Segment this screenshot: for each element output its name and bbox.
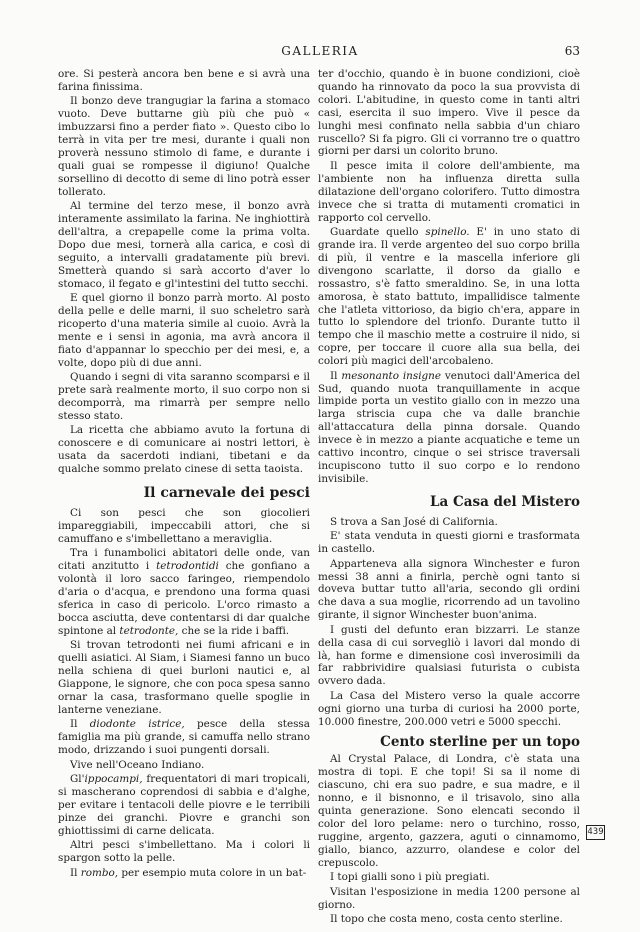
section-heading: La Casa del Mistero <box>430 493 580 510</box>
paragraph: La Casa del Mistero verso la quale accorre ogni giorno una turba di curiosi ha 2000 porte, 10.000 finestre, 200.000 vetri e 5000 specchi. <box>318 689 580 728</box>
paragraph: S trova a San José di California. <box>330 515 498 528</box>
paragraph: E' stata venduta in questi giorni e trasformata in castello. <box>318 530 580 556</box>
text-run: Il <box>70 718 78 731</box>
paragraph <box>318 370 580 486</box>
paragraph: Al termine del terzo mese, il bonzo avrà interamente assimilato la farina. Ne inghiottirà dell'altra, a crepapelle come la prima volta. Dopo due mesi, tornerà alla carica, e così di seguito, a intervalli gradatamente più brevi. Smetterà quando si sarà accorto d'aver lo stomaco, il fegato e gl'intestini del tutto secchi. <box>58 200 310 290</box>
text-run: Gl' <box>70 773 85 786</box>
paragraph <box>58 867 310 880</box>
text-run: per esempio muta colore in un bat- <box>121 866 307 879</box>
paragraph: ter d'occhio, quando è in buone condizioni, cioè quando ha rinnovato da poco la sua provvista di colori. L'abitudine, in questo come in tanti altri casi, esercita il suo impero. Vive il pesce da lunghi mesi confinato nella sabbia d'un chiaro ruscello? Si fa pigro. Gli ci vorranno tre o quattro giorni per darsi un colorito bruno. <box>318 68 580 158</box>
page-number: 63 <box>564 44 580 58</box>
paragraph: Si trovan tetrodonti nei fiumi africani e in quelli asiatici. Al Siam, i Siamesi fanno un buco nella schiena di quei burloni nautici e, al Giappone, le signore, che con poca spesa sanno ornar la casa, trasformano quelle spoglie in lanterne veneziane. <box>58 639 310 716</box>
italic-term: rombo, <box>80 866 119 879</box>
italic-term: tetrodonte, <box>119 624 179 637</box>
paragraph: Visitan l'esposizione in media 1200 persone al giorno. <box>318 885 580 911</box>
text-run: che se la ride i baffi. <box>181 624 290 637</box>
paragraph <box>58 718 310 757</box>
text-run: Il <box>330 369 338 382</box>
text-run: pesce della stessa famiglia ma più grande, si camuffa nello strano modo, drizzando i suoi pungenti dorsali. <box>58 718 310 757</box>
text-run: Il <box>70 866 78 879</box>
paragraph: Vive nell'Oceano Indiano. <box>70 758 205 771</box>
paragraph <box>318 226 580 368</box>
paragraph: La ricetta che abbiamo avuto la fortuna di conoscere e di comunicare ai nostri lettori, è usata da sacerdoti indiani, tibetani e da qualche sommo prelato cinese di setta taoista. <box>58 424 310 476</box>
text-run: Tra i funambolici abitatori delle onde, van citati anzitutto i <box>58 547 310 573</box>
italic-term: spinello. <box>425 226 470 239</box>
text-run: E' in uno stato di grande ira. Il verde argenteo del suo corpo brilla di più, il ventre e la mascella inferiore gli divengono scarlatte, il dorso da giallo e rossastro, s'è fatto smeraldino. Se, in una lotta amorosa, è stato battuto, impallidisce talmente che l'atleta vittorioso, da bigio ch'era, appare in tutto lo splendore del trionfo. Durante tutto il tempo che il maschio mette a costruire il nido, si copre, per toccare il cuore alla sua bella, dei colori più magici dell'arcobaleno. <box>318 226 580 368</box>
paragraph: I topi gialli sono i più pregiati. <box>330 871 490 884</box>
paragraph: Ci son pesci che son giocolieri impareggiabili, impeccabili attori, che si camuffano e s'imbellettano a meraviglia. <box>58 506 310 545</box>
paragraph: Il topo che costa meno, costa cento sterline. <box>330 913 563 926</box>
paragraph: Il bonzo deve trangugiar la farina a stomaco vuoto. Deve buttarne giù più che può « imbuzzarsi fino a perder fiato ». Questo cibo lo terrà in vita per tre mesi, durante i quali non proverà nessuno stimolo di fame, e durante i quali guai se rompesse il digiuno! Qualche sorsellino di decotto di seme di lino potrà esser tollerato. <box>58 95 310 198</box>
section-heading: Cento sterline per un topo <box>380 733 580 750</box>
paragraph: Altri pesci s'imbellettano. Ma i colori li spargon sotto la pelle. <box>58 839 310 865</box>
left-column <box>58 68 310 881</box>
text-run: venutoci dall'America del Sud, quando nuota tranquillamente in acque limpide porta un vestito giallo con in mezzo una larga striscia cupa che va dalle branchie all'attaccatura della pinna dorsale. Quando invece è in mezzo a piante acquatiche e teme un cattivo incontro, cinque o sei strisce traversali incupiscono tutto il suo corpo e lo rendono invisibile. <box>318 369 580 485</box>
paragraph: E quel giorno il bonzo parrà morto. Al posto della pelle e delle marni, il suo scheletro sarà ricoperto d'una materia simile al cuoio. Avrà la mente e i sensi in agonia, ma avrà ancora il fiato d'appannar lo specchio per dei mesi, e, a volte, dopo più di due anni. <box>58 292 310 369</box>
section-heading: Il carnevale dei pesci <box>143 485 310 502</box>
paragraph: ore. Si pesterà ancora ben bene e si avrà una farina finissima. <box>58 68 310 93</box>
paragraph: Il pesce imita il colore dell'ambiente, ma l'ambiente non ha influenza diretta sulla dilatazione dell'organo colorifero. Tutto dimostra invece che si tratta di mutamenti cromatici in rapporto col cervello. <box>318 159 580 224</box>
italic-term: mesonanto insigne <box>341 369 442 382</box>
paragraph <box>58 547 310 637</box>
paragraph: Apparteneva alla signora Winchester e furon messi 38 anni a finirla, perchè ogni tanto si doveva buttar tutto all'aria, secondo gli ordini che dava a sua moglie, ricorrendo ad un tavolino girante, il signor Winchester buon'anima. <box>318 557 580 622</box>
running-header <box>60 44 580 60</box>
right-column <box>318 68 580 928</box>
text-run: frequentatori di mari tropicali, si mascherano coprendosi di sabbia e d'alghe, per evitare i tentacoli delle piovre e le terribili pinze dei granchi. Piovre e granchi son ghiottissimi di carne delicata. <box>58 773 310 837</box>
paragraph: I gusti del defunto eran bizzarri. Le stanze della casa di cui sorvegliò i lavori dal mondo di là, han forme e dimensione così inverosimili da far rabbrividire qualsiasi futurista o cubista ovvero dada. <box>318 623 580 688</box>
paragraph: Al Crystal Palace, di Londra, c'è stata una mostra di topi. E che topi! Si sa il nome di ciascuno, chi era suo padre, e sua madre, e il nonno, e il bisnonno, e il trisavolo, sino alla quinta generazione. Sono elencati secondo il color del loro pelame: nero o turchino, rosso, ruggine, argento, gazzera, aguti o cinnamomo, giallo, bianco, azzurro, olandese e color del crepuscolo. <box>318 753 580 869</box>
folio-number: 439 <box>586 825 605 840</box>
text-run: Guardate quello <box>330 226 419 239</box>
paragraph <box>58 773 310 838</box>
italic-term: diodonte istrice, <box>89 718 185 731</box>
text-run: che gonfiano a volontà il loro sacco faringeo, riempendolo d'aria o d'acqua, e prendono una forma quasi sferica in caso di pericolo. L'orco rimasto a bocca asciutta, deve contentarsi di dar qualche spintone al <box>58 560 310 637</box>
paragraph: Quando i segni di vita saranno scomparsi e il prete sarà realmente morto, il suo corpo non si decomporrà, ma rimarrà per sempre nello stesso stato. <box>58 371 310 422</box>
italic-term: tetrodontidi <box>156 560 219 573</box>
italic-term: ippocampi, <box>84 773 143 786</box>
magazine-title: GALLERIA <box>281 44 359 58</box>
